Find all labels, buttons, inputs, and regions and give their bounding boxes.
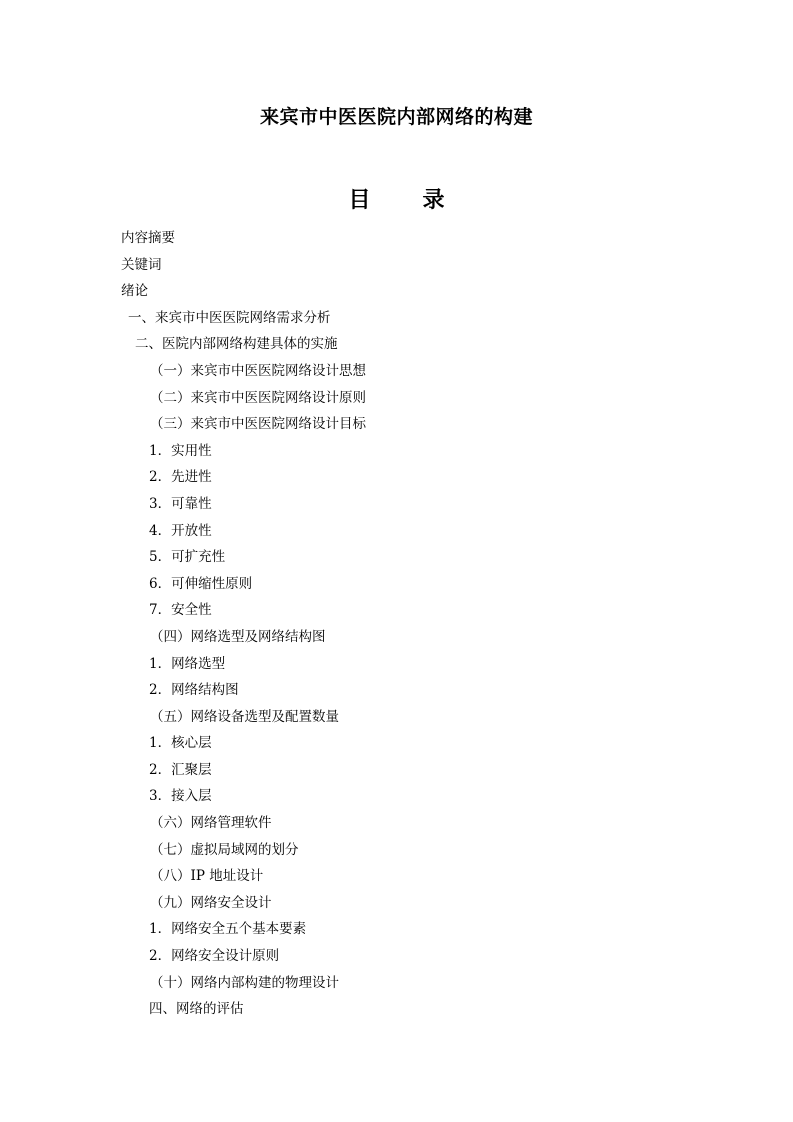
toc-entry[interactable]: （六）网络管理软件 xyxy=(150,815,272,832)
toc-entry[interactable]: 一、来宾市中医医院网络需求分析 xyxy=(128,309,331,326)
toc-entry[interactable]: 二、医院内部网络构建具体的实施 xyxy=(135,336,338,353)
toc-entry[interactable]: （八）IP 地址设计 xyxy=(150,868,264,885)
toc-entry[interactable]: 1．实用性 xyxy=(149,442,212,459)
toc-entry[interactable]: 6．可伸缩性原则 xyxy=(149,575,253,592)
toc-entry[interactable]: 4．开放性 xyxy=(149,522,212,539)
toc-entry[interactable]: 3．可靠性 xyxy=(149,495,212,512)
toc-entry[interactable]: 3．接入层 xyxy=(149,788,212,805)
toc-entry[interactable]: （三）来宾市中医医院网络设计目标 xyxy=(150,416,366,433)
toc-entry[interactable]: 1．核心层 xyxy=(149,735,212,752)
toc-entry[interactable]: （七）虚拟局域网的划分 xyxy=(150,841,299,858)
toc-heading-char-2: 录 xyxy=(422,188,445,213)
toc-entry[interactable]: （九）网络安全设计 xyxy=(150,894,272,911)
document-title: 来宾市中医医院内部网络的构建 xyxy=(259,106,533,128)
toc-entry[interactable]: （四）网络选型及网络结构图 xyxy=(150,628,326,645)
table-of-contents xyxy=(0,225,793,1023)
toc-entry[interactable]: 2．汇聚层 xyxy=(149,761,212,778)
toc-entry[interactable]: 2．网络结构图 xyxy=(149,682,239,699)
toc-heading xyxy=(0,186,793,216)
toc-entry[interactable]: 2．先进性 xyxy=(149,469,212,486)
toc-entry[interactable]: （十）网络内部构建的物理设计 xyxy=(150,974,339,991)
toc-entry[interactable]: 四、网络的评估 xyxy=(149,1001,244,1018)
toc-entry[interactable]: 绪论 xyxy=(121,283,148,300)
toc-entry[interactable]: （五）网络设备选型及配置数量 xyxy=(150,708,339,725)
toc-entry[interactable]: 1．网络安全五个基本要素 xyxy=(149,921,307,938)
toc-entry[interactable]: （二）来宾市中医医院网络设计原则 xyxy=(150,389,366,406)
toc-entry[interactable]: 5．可扩充性 xyxy=(149,549,226,566)
toc-entry[interactable]: 2．网络安全设计原则 xyxy=(149,948,280,965)
toc-entry[interactable]: 1．网络选型 xyxy=(149,655,226,672)
toc-entry[interactable]: 7．安全性 xyxy=(149,602,212,619)
toc-entry[interactable]: （一）来宾市中医医院网络设计思想 xyxy=(150,362,366,379)
toc-entry[interactable]: 内容摘要 xyxy=(121,230,175,246)
toc-entry[interactable]: 关键词 xyxy=(121,256,162,273)
toc-heading-char-1: 目 xyxy=(348,188,371,213)
